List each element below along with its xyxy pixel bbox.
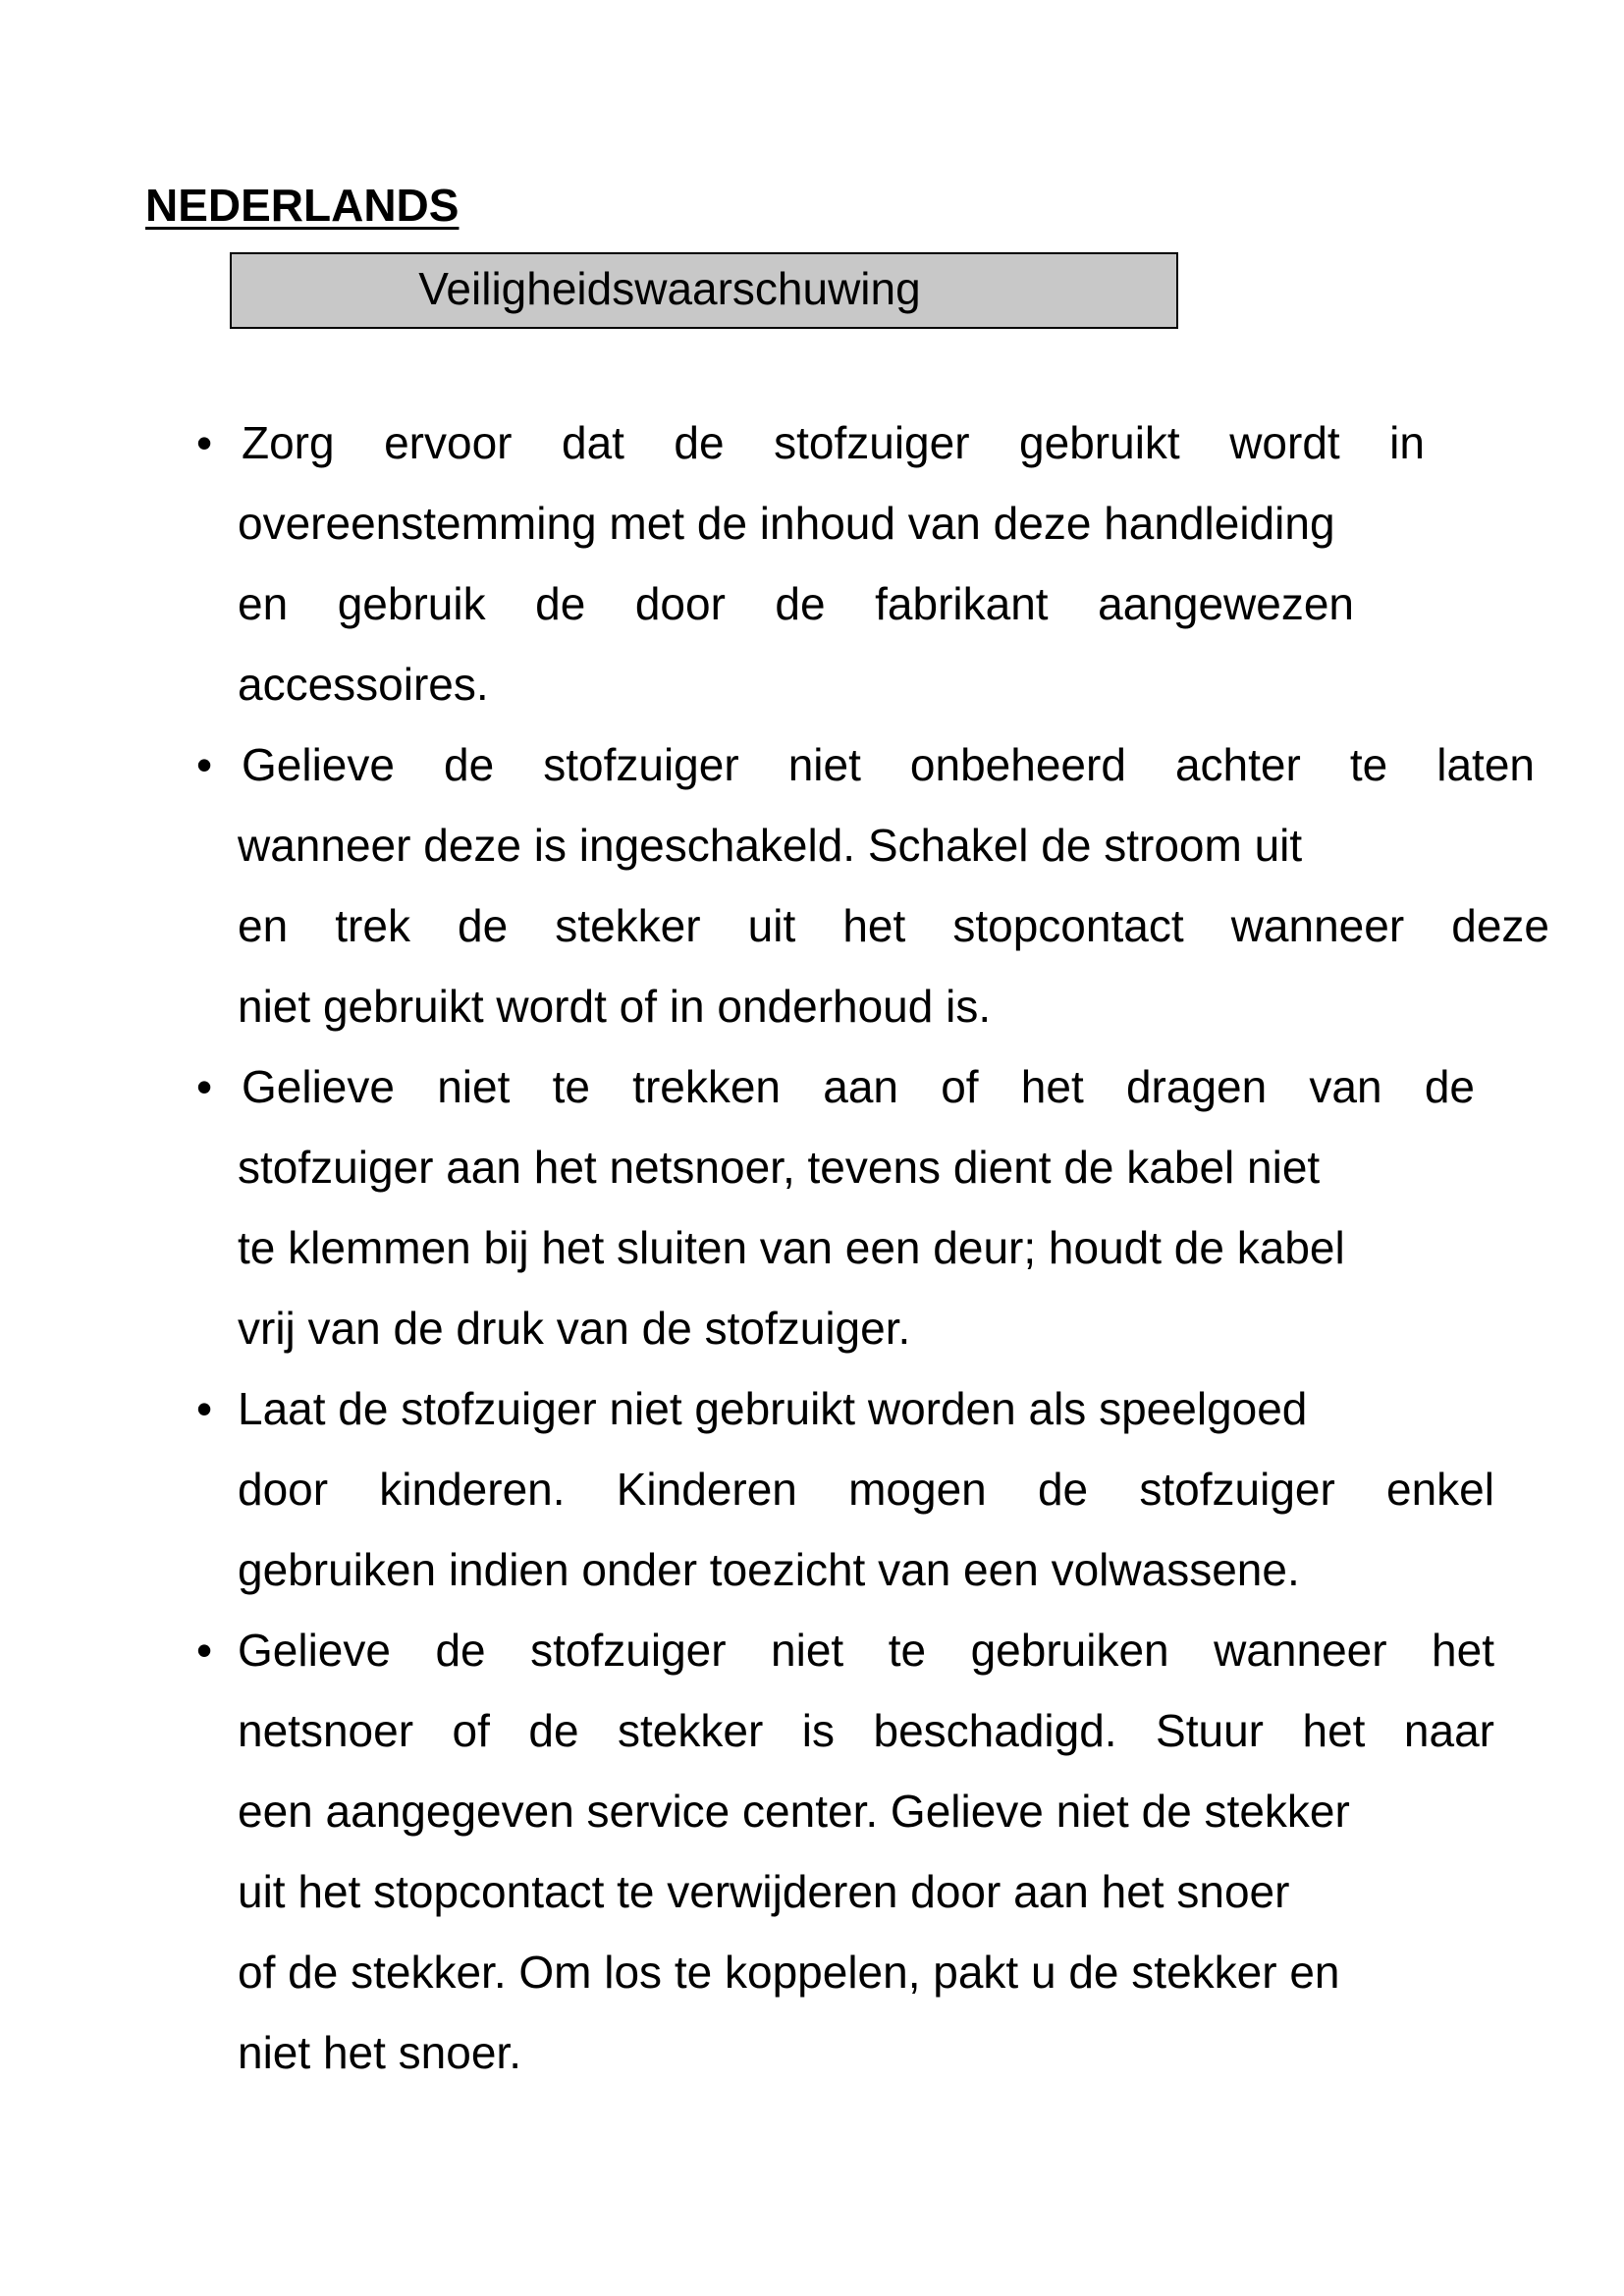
bullet-line: uit het stopcontact te verwijderen door aan het snoer xyxy=(238,1866,1290,1917)
section-title: NEDERLANDS xyxy=(145,180,460,231)
bullet-line: netsnoer of de stekker is beschadigd. Stuur het naar xyxy=(238,1705,1494,1756)
bullet-line: Gelieve de stofzuiger niet onbeheerd achter te laten xyxy=(242,739,1535,790)
bullet-line: Gelieve de stofzuiger niet te gebruiken wanneer het xyxy=(238,1625,1494,1676)
bullet-dot-icon: • xyxy=(195,1625,213,1676)
bullet-line: of de stekker. Om los te koppelen, pakt u de stekker en xyxy=(238,1947,1340,1998)
bullet-line: door kinderen. Kinderen mogen de stofzuiger enkel xyxy=(238,1464,1494,1515)
bullet-dot-icon: • xyxy=(195,739,213,790)
bullet-line: stofzuiger aan het netsnoer, tevens dient de kabel niet xyxy=(238,1142,1321,1193)
bullet-line: accessoires. xyxy=(238,659,489,710)
bullet-line: niet het snoer. xyxy=(238,2027,521,2078)
bullet-line: Laat de stofzuiger niet gebruikt worden als speelgoed xyxy=(238,1383,1308,1434)
bullet-dot-icon: • xyxy=(195,1061,213,1112)
bullet-line: Zorg ervoor dat de stofzuiger gebruikt wordt in xyxy=(242,417,1425,468)
bullet-line: wanneer deze is ingeschakeld. Schakel de stroom uit xyxy=(238,820,1303,871)
bullet-line: vrij van de druk van de stofzuiger. xyxy=(238,1303,911,1354)
bullet-line: en trek de stekker uit het stopcontact wanneer deze xyxy=(238,900,1549,951)
warning-heading: Veiligheidswaarschuwing xyxy=(418,263,921,314)
bullet-line: een aangegeven service center. Gelieve niet de stekker xyxy=(238,1786,1350,1837)
bullet-dot-icon: • xyxy=(195,417,213,468)
bullet-line: te klemmen bij het sluiten van een deur; houdt de kabel xyxy=(238,1222,1345,1273)
bullet-line: gebruiken indien onder toezicht van een volwassene. xyxy=(238,1544,1300,1595)
bullet-line: Gelieve niet te trekken aan of het dragen van de xyxy=(242,1061,1475,1112)
bullet-line: en gebruik de door de fabrikant aangewezen xyxy=(238,578,1354,629)
bullet-line: overeenstemming met de inhoud van deze handleiding xyxy=(238,498,1335,549)
bullet-dot-icon: • xyxy=(195,1383,213,1434)
bullet-line: niet gebruikt wordt of in onderhoud is. xyxy=(238,981,992,1032)
